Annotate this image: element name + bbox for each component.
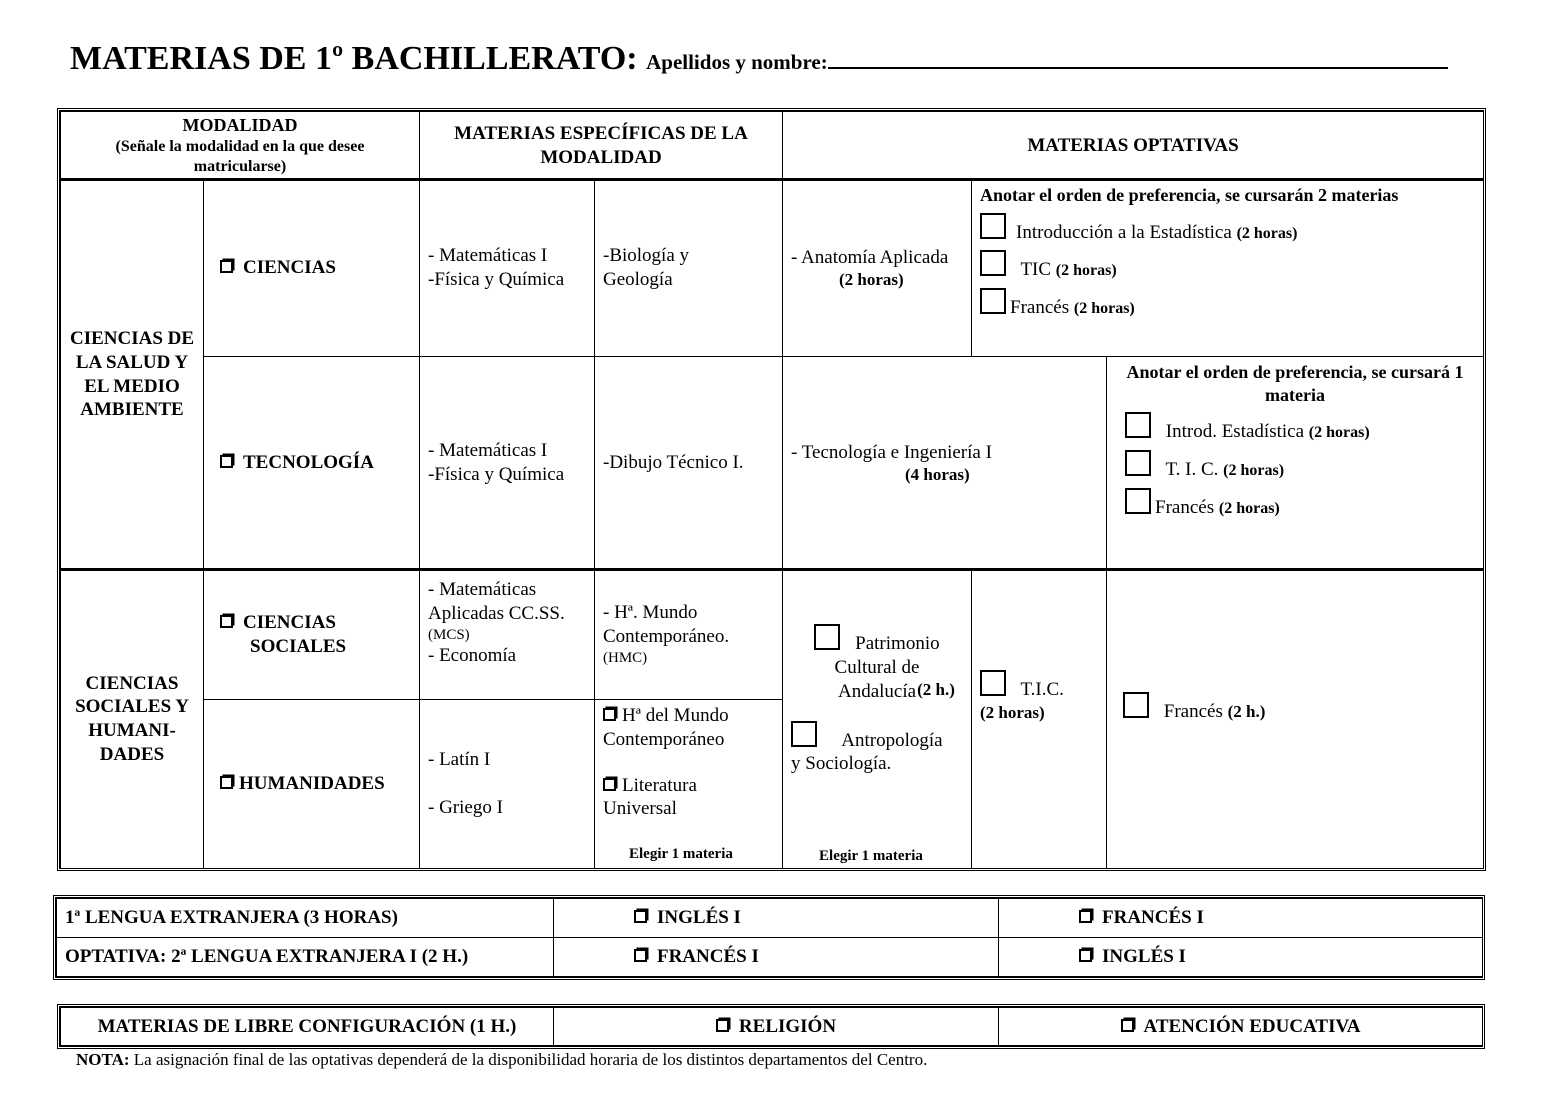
libre-label: MATERIAS DE LIBRE CONFIGURACIÓN (1 H.) (61, 1008, 554, 1046)
lengua2-ingles[interactable]: INGLÉS I (999, 938, 1483, 977)
checkbox-icon[interactable] (220, 776, 233, 789)
checkbox-icon[interactable] (1079, 910, 1092, 923)
option-tic[interactable]: TIC (2 horas) (980, 250, 1475, 282)
modalidad-ciencias[interactable]: CIENCIAS (204, 180, 420, 357)
checkbox-icon[interactable] (634, 910, 647, 923)
checkbox-icon[interactable] (716, 1019, 729, 1032)
libre-religion[interactable]: RELIGIÓN (554, 1008, 999, 1046)
header-especificas: MATERIAS ESPECÍFICAS DE LA MODALIDAD (420, 112, 783, 180)
option-tic[interactable]: T.I.C. (980, 670, 1098, 702)
title-text: MATERIAS DE 1º BACHILLERATO: (70, 40, 638, 77)
checkbox-icon[interactable] (1125, 488, 1151, 514)
languages-table (56, 898, 1483, 977)
ciencias-optativa-anatomia: - Anatomía Aplicada (2 horas) (783, 180, 972, 357)
option-literatura[interactable]: Literatura Universal (603, 774, 697, 820)
option-tic[interactable]: T. I. C. (2 horas) (1115, 450, 1475, 482)
checkbox-icon[interactable] (1125, 450, 1151, 476)
tecnologia-especificas-1: - Matemáticas I -Física y Química (420, 357, 595, 570)
checkbox-icon[interactable] (220, 615, 233, 628)
option-antropologia[interactable]: Antropología (791, 721, 963, 753)
checkbox-icon[interactable] (980, 670, 1006, 696)
checkbox-icon[interactable] (1125, 412, 1151, 438)
lengua1-frances[interactable]: FRANCÉS I (999, 899, 1483, 938)
option-frances[interactable]: Francés (2 horas) (980, 288, 1475, 320)
modalidad-ccss[interactable]: CIENCIAS SOCIALES (204, 570, 420, 700)
header-modalidad (61, 112, 420, 180)
lengua1-ingles[interactable]: INGLÉS I (554, 899, 999, 938)
modalidad-humanidades[interactable]: HUMANIDADES (204, 700, 420, 869)
modalidad-title: MODALIDAD (182, 115, 298, 136)
header-optativas: MATERIAS OPTATIVAS (783, 112, 1484, 180)
sociales-optativas-col1: Patrimonio Cultural de Andalucía (2 h.) Antropología y Sociología. Elegir 1 materia (783, 570, 972, 869)
lengua2-frances[interactable]: FRANCÉS I (554, 938, 999, 977)
option-estadistica[interactable]: Introd. Estadística (2 horas) (1115, 412, 1475, 444)
ccss-especificas-1: - Matemáticas Aplicadas CC.SS. (MCS) - Economía (420, 570, 595, 700)
option-patrimonio[interactable]: Patrimonio (791, 624, 963, 656)
divider-line (60, 568, 1483, 571)
checkbox-icon[interactable] (980, 213, 1006, 239)
name-field[interactable] (828, 41, 1448, 69)
checkbox-icon[interactable] (634, 949, 647, 962)
option-frances[interactable]: Francés (2 horas) (1115, 488, 1475, 520)
option-frances[interactable]: Francés (2 h.) (1123, 692, 1475, 724)
ccss-especificas-2: - Hª. Mundo Contemporáneo. (HMC) (595, 570, 783, 700)
sociales-optativas-frances (1107, 570, 1484, 869)
option-estadistica[interactable]: Introducción a la Estadística (2 horas) (980, 213, 1475, 245)
page-title (70, 40, 1448, 78)
ciencias-especificas-1: - Matemáticas I -Física y Química (420, 180, 595, 357)
modalidad-subtitle: (Señale la modalidad en la que desee matricularse) (115, 137, 365, 175)
tecnologia-optativa-ingenieria: - Tecnología e Ingeniería I (4 horas) (783, 357, 1107, 570)
name-label: Apellidos y nombre: (646, 50, 828, 74)
humanidades-especificas-1: - Latín I - Griego I (420, 700, 595, 869)
option-hmc[interactable]: Hª del Mundo Contemporáneo (603, 705, 729, 750)
checkbox-icon[interactable] (220, 455, 233, 468)
checkbox-icon[interactable] (814, 624, 840, 650)
ciencias-especificas-2: -Biología y Geología (595, 180, 783, 357)
group-salud: CIENCIAS DE LA SALUD Y EL MEDIO AMBIENTE (61, 180, 204, 570)
checkbox-icon[interactable] (1123, 692, 1149, 718)
tecnologia-especificas-2: -Dibujo Técnico I. (595, 357, 783, 570)
checkbox-icon[interactable] (980, 250, 1006, 276)
tecnologia-optativas-preferencia: Anotar el orden de preferencia, se cursará 1 materia Introd. Estadística (2 horas) T. I. C. (2 horas) Francés (2 horas) (1107, 357, 1484, 570)
divider-line (60, 178, 1483, 181)
libre-table (60, 1007, 1483, 1046)
checkbox-icon[interactable] (980, 288, 1006, 314)
checkbox-icon[interactable] (1079, 949, 1092, 962)
main-table (60, 111, 1484, 869)
modalidad-tecnologia[interactable]: TECNOLOGÍA (204, 357, 420, 570)
checkbox-icon[interactable] (603, 778, 616, 791)
libre-atencion[interactable]: ATENCIÓN EDUCATIVA (999, 1008, 1483, 1046)
lengua2-label: OPTATIVA: 2ª LENGUA EXTRANJERA I (2 H.) (57, 938, 554, 977)
footnote: NOTA: La asignación final de las optativas dependerá de la disponibilidad horaria de los distintos departamentos del Centro. (76, 1050, 928, 1069)
ciencias-optativas-preferencia: Anotar el orden de preferencia, se cursarán 2 materias Introducción a la Estadística (2 horas) TIC (2 horas) Francés (2 horas) (972, 180, 1484, 357)
sociales-optativas-tic: T.I.C. (2 horas) (972, 570, 1107, 869)
checkbox-icon[interactable] (1121, 1019, 1134, 1032)
humanidades-especificas-2: Hª del Mundo Contemporáneo Literatura Universal Elegir 1 materia (595, 700, 783, 869)
checkbox-icon[interactable] (220, 260, 233, 273)
group-sociales: CIENCIAS SOCIALES Y HUMANI-DADES (61, 570, 204, 869)
checkbox-icon[interactable] (603, 708, 616, 721)
lengua1-label: 1ª LENGUA EXTRANJERA (3 HORAS) (57, 899, 554, 938)
checkbox-icon[interactable] (791, 721, 817, 747)
